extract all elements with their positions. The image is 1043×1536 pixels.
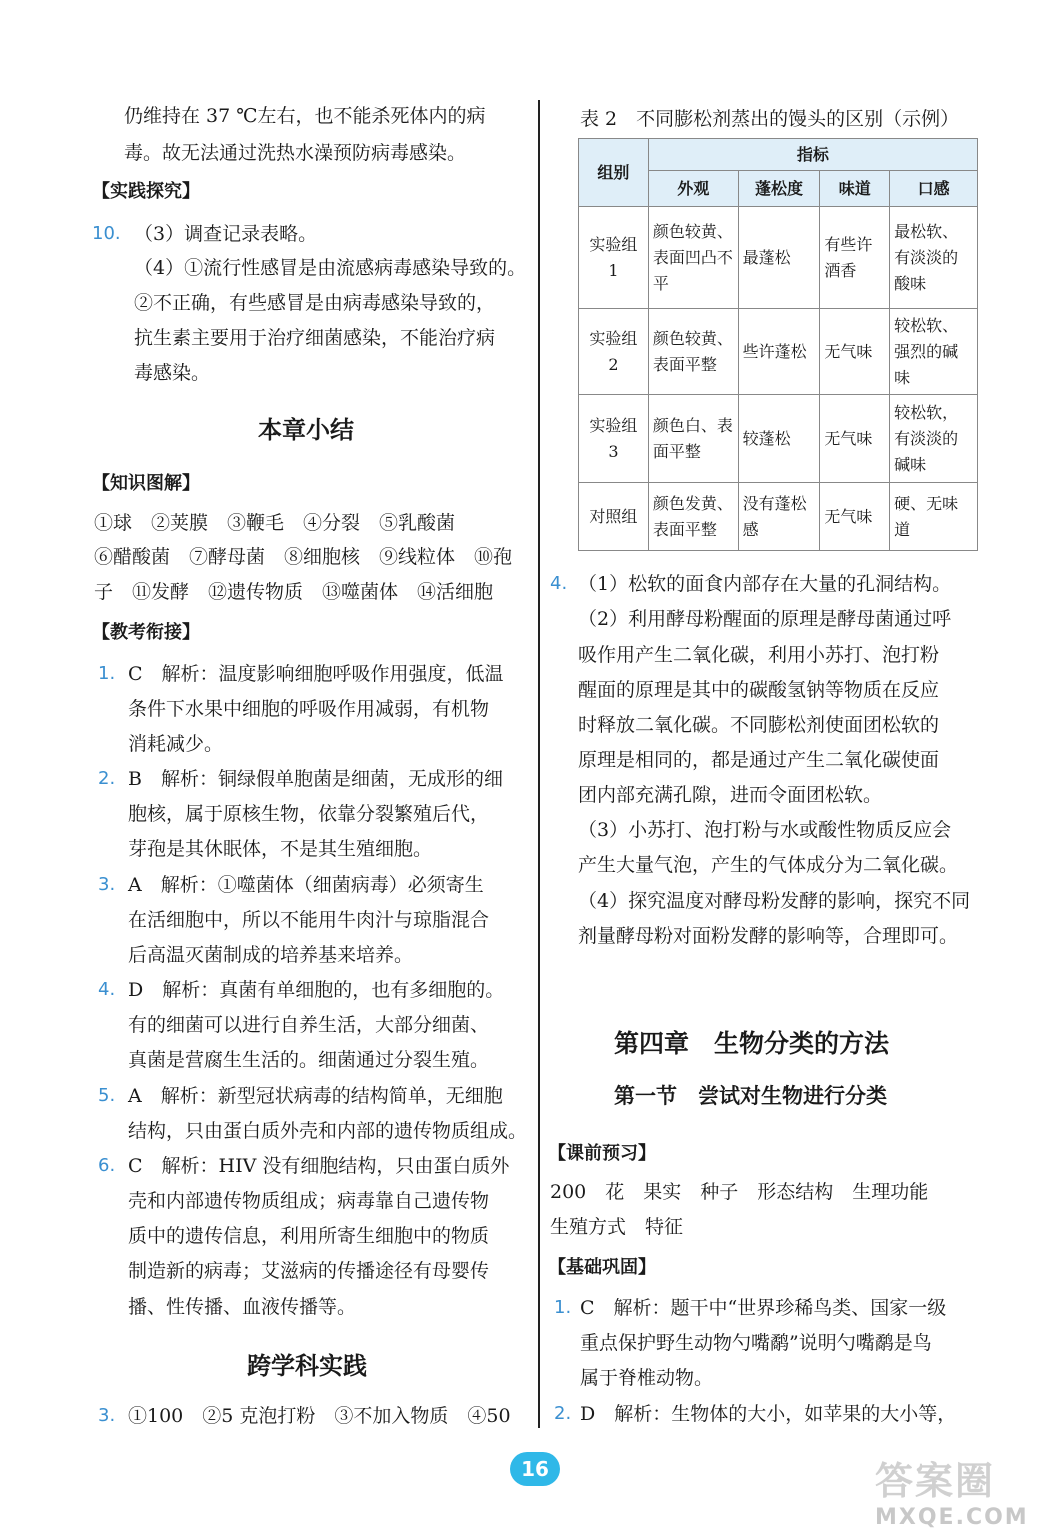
table-row [579, 483, 978, 551]
table-cell: 硬、无味道 [890, 483, 978, 551]
text-line: 消耗减少。 [128, 733, 224, 755]
table-cell: 颜色白、表面平整 [648, 395, 738, 483]
text-line: （2）利用酵母粉醒面的原理是酵母菌通过呼 [578, 608, 952, 630]
table-column-header: 味道 [820, 171, 890, 207]
text-line: 原理是相同的，都是通过产生二氧化碳使面 [578, 749, 940, 771]
basic-heading: 【基础巩固】 [548, 1257, 656, 1278]
table-column-header: 蓬松度 [738, 171, 820, 207]
knowledge-heading: 【知识图解】 [92, 473, 200, 494]
text-line: D 解析：真菌有单细胞的，也有多细胞的。 [128, 979, 505, 1001]
text-line: 毒。故无法通过洗热水澡预防病毒感染。 [124, 142, 467, 164]
text-line: 生殖方式 特征 [550, 1216, 684, 1238]
text-line: 结构，只由蛋白质外壳和内部的遗传物质组成。 [128, 1120, 528, 1142]
text-line: 抗生素主要用于治疗细菌感染，不能治疗病 [134, 327, 496, 349]
text-line: 胞核，属于原核生物，依靠分裂繁殖后代， [128, 803, 490, 825]
text-line: ②不正确，有些感冒是由病毒感染导致的， [134, 292, 496, 314]
text-line: 产生大量气泡，产生的气体成分为二氧化碳。 [578, 854, 959, 876]
text-line: 芽孢是其休眠体，不是其生殖细胞。 [128, 838, 433, 860]
text-line: 毒感染。 [134, 362, 211, 384]
table-cell-group: 实验组 3 [579, 395, 649, 483]
practice-heading: 【实践探究】 [92, 181, 200, 202]
table-cell: 最松软、有淡淡的酸味 [890, 207, 978, 309]
question-number: 4. [98, 979, 116, 1000]
text-line: A 解析：①噬菌体（细菌病毒）必须寄生 [128, 874, 484, 896]
table-row [579, 207, 978, 309]
table-cell: 无气味 [820, 309, 890, 395]
table-cell: 些许蓬松 [738, 309, 820, 395]
table-column-header: 口感 [890, 171, 978, 207]
text-line: 在活细胞中，所以不能用牛肉汁与琼脂混合 [128, 909, 490, 931]
text-line: 剂量酵母粉对面粉发酵的影响等，合理即可。 [578, 925, 959, 947]
question-number: 10. [92, 223, 121, 244]
text-line: ①100 ②5 克泡打粉 ③不加入物质 ④50 [128, 1405, 511, 1427]
table-cell: 较蓬松 [738, 395, 820, 483]
text-line: 制造新的病毒；艾滋病的传播途径有母婴传 [128, 1260, 490, 1282]
text-line: C 解析：HIV 没有细胞结构，只由蛋白质外 [128, 1155, 510, 1177]
table-cell: 最蓬松 [738, 207, 820, 309]
comparison-table [578, 138, 978, 551]
table-cell: 较松软，有淡淡的碱味 [890, 395, 978, 483]
text-line: 200 花 果实 种子 形态结构 生理功能 [550, 1181, 929, 1203]
table-cell: 无气味 [820, 483, 890, 551]
table-cell: 颜色较黄、表面平整 [648, 309, 738, 395]
text-line: （4）探究温度对酵母粉发酵的影响，探究不同 [578, 890, 971, 912]
text-line: C 解析：题干中“世界珍稀鸟类、国家一级 [580, 1297, 947, 1319]
text-line: （1）松软的面食内部存在大量的孔洞结构。 [578, 573, 952, 595]
question-number: 6. [98, 1155, 116, 1176]
column-divider [538, 100, 540, 1428]
question-number: 3. [98, 874, 116, 895]
watermark-logo [875, 1450, 1035, 1530]
table-cell-group: 实验组 1 [579, 207, 649, 309]
page-number: 16 [510, 1452, 560, 1486]
table-cell: 颜色发黄、表面平整 [648, 483, 738, 551]
text-line: 团内部充满孔隙，进而令面团松软。 [578, 784, 883, 806]
text-line: 条件下水果中细胞的呼吸作用减弱，有机物 [128, 698, 490, 720]
text-line: 真菌是营腐生生活的。细菌通过分裂生殖。 [128, 1049, 490, 1071]
text-line: 有的细菌可以进行自养生活，大部分细菌、 [128, 1014, 490, 1036]
question-number: 2. [98, 768, 116, 789]
table-header-index: 指标 [648, 139, 977, 171]
exam-heading: 【教考衔接】 [92, 622, 200, 643]
table-column-header: 外观 [648, 171, 738, 207]
table-cell-group: 对照组 [579, 483, 649, 551]
text-line: ⑥醋酸菌 ⑦酵母菌 ⑧细胞核 ⑨线粒体 ⑩孢 [94, 546, 513, 568]
question-number: 1. [98, 663, 116, 684]
text-line: 壳和内部遗传物质组成；病毒靠自己遗传物 [128, 1190, 490, 1212]
text-line: （3）调查记录表略。 [134, 223, 318, 245]
chapter-title: 第四章 生物分类的方法 [614, 1029, 890, 1058]
table-row [579, 309, 978, 395]
table-cell: 有些许酒香 [820, 207, 890, 309]
table-cell: 无气味 [820, 395, 890, 483]
table-cell: 较松软、强烈的碱味 [890, 309, 978, 395]
text-line: 醒面的原理是其中的碳酸氢钠等物质在反应 [578, 679, 940, 701]
text-line: 属于脊椎动物。 [580, 1367, 714, 1389]
table-cell-group: 实验组 2 [579, 309, 649, 395]
question-number: 5. [98, 1085, 116, 1106]
preview-heading: 【课前预习】 [548, 1143, 656, 1164]
text-line: A 解析：新型冠状病毒的结构简单，无细胞 [128, 1085, 503, 1107]
text-line: ①球 ②荚膜 ③鞭毛 ④分裂 ⑤乳酸菌 [94, 512, 456, 534]
table-caption: 表 2 不同膨松剂蒸出的馒头的区别（示例） [580, 108, 960, 130]
question-number: 1. [554, 1297, 572, 1318]
text-line: 播、性传播、血液传播等。 [128, 1296, 357, 1318]
question-number: 2. [554, 1403, 572, 1424]
watermark-url: MXQE.COM [875, 1505, 1029, 1530]
text-line: （4）①流行性感冒是由流感病毒感染导致的。 [134, 257, 527, 279]
text-line: C 解析：温度影响细胞呼吸作用强度，低温 [128, 663, 504, 685]
summary-title: 本章小结 [258, 416, 354, 444]
section-title: 第一节 尝试对生物进行分类 [614, 1084, 887, 1108]
text-line: B 解析：铜绿假单胞菌是细菌，无成形的细 [128, 768, 503, 790]
text-line: 时释放二氧化碳。不同膨松剂使面团松软的 [578, 714, 940, 736]
text-line: （3）小苏打、泡打粉与水或酸性物质反应会 [578, 819, 952, 841]
text-line: D 解析：生物体的大小，如苹果的大小等， [580, 1403, 957, 1425]
question-number: 4. [550, 573, 568, 594]
text-line: 重点保护野生动物勺嘴鹬”说明勺嘴鹬是鸟 [580, 1332, 932, 1354]
table-row [579, 395, 978, 483]
text-line: 吸作用产生二氧化碳，利用小苏打、泡打粉 [578, 644, 940, 666]
table-cell: 颜色较黄、表面凹凸不平 [648, 207, 738, 309]
text-line: 仍维持在 37 ℃左右，也不能杀死体内的病 [124, 105, 486, 127]
table-cell: 没有蓬松感 [738, 483, 820, 551]
question-number: 3. [98, 1405, 116, 1426]
watermark-text: 答案圈 [875, 1459, 996, 1503]
table-header-group: 组别 [579, 139, 649, 207]
text-line: 质中的遗传信息，利用所寄生细胞中的物质 [128, 1225, 490, 1247]
text-line: 子 ⑪发酵 ⑫遗传物质 ⑬噬菌体 ⑭活细胞 [94, 581, 494, 603]
text-line: 后高温灭菌制成的培养基来培养。 [128, 944, 414, 966]
cross-discipline-title: 跨学科实践 [247, 1352, 367, 1380]
